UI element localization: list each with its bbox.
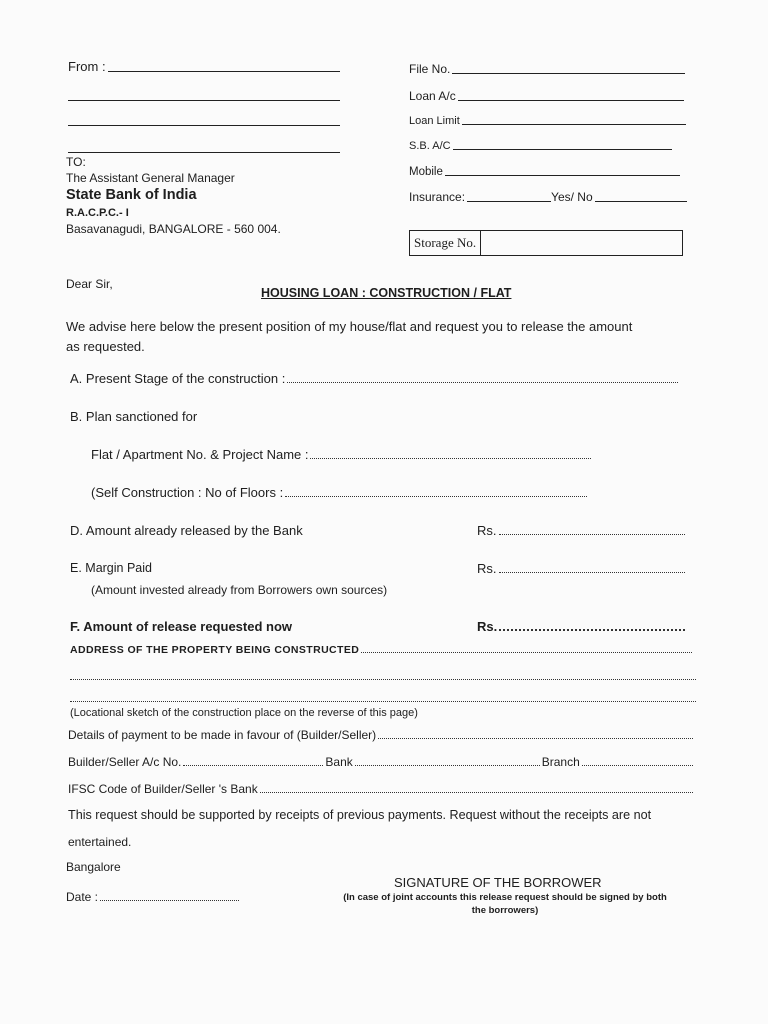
bank-name: State Bank of India — [66, 187, 197, 203]
item-e-label: E. Margin Paid — [70, 561, 152, 575]
date-label: Date : — [66, 890, 99, 904]
item-b-flat-label: Flat / Apartment No. & Project Name : — [91, 447, 309, 462]
storage-no-box[interactable] — [409, 230, 683, 256]
property-address-field[interactable] — [70, 644, 694, 656]
signature-note-line-1: (In case of joint accounts this release request should be signed by both — [343, 892, 667, 903]
property-address-label: ADDRESS OF THE PROPERTY BEING CONSTRUCTED — [70, 644, 360, 656]
property-address-line-2[interactable] — [70, 679, 696, 680]
builder-bank-details[interactable] — [68, 755, 695, 769]
item-e-rs: Rs. — [477, 561, 497, 576]
receipt-note-line-2: entertained. — [68, 835, 132, 849]
signature-title: SIGNATURE OF THE BORROWER — [394, 875, 602, 890]
payment-details-label: Details of payment to be made in favour of (Builder/Seller) — [68, 728, 377, 742]
file-no-field[interactable] — [409, 62, 685, 76]
property-address-line-3[interactable] — [70, 701, 696, 702]
builder-ac-label: Builder/Seller A/c No. — [68, 755, 182, 769]
bank-label: Bank — [325, 755, 353, 769]
form-title: HOUSING LOAN : CONSTRUCTION / FLAT — [261, 286, 512, 300]
signature-note-line-2: the borrowers) — [471, 905, 539, 916]
branch-address: Basavanagudi, BANGALORE - 560 004. — [66, 222, 281, 236]
item-e-note: (Amount invested already from Borrowers own sources) — [91, 583, 388, 597]
mobile-field[interactable] — [409, 166, 680, 178]
loan-ac-field[interactable] — [409, 89, 684, 103]
storage-no-label: Storage No. — [410, 231, 481, 255]
file-no-label: File No. — [409, 62, 451, 76]
sb-ac-field[interactable] — [409, 140, 672, 152]
ifsc-label: IFSC Code of Builder/Seller 's Bank — [68, 782, 258, 796]
item-b-self-construction[interactable] — [91, 485, 589, 500]
item-d-label: D. Amount already released by the Bank — [70, 523, 303, 538]
from-line-2[interactable] — [68, 100, 340, 101]
item-a-present-stage[interactable] — [70, 371, 680, 386]
from-line-4[interactable] — [68, 152, 340, 153]
item-d-rs: Rs. — [477, 523, 497, 538]
yes-no-label: Yes/ No — [551, 190, 593, 204]
item-f-amount[interactable] — [477, 619, 687, 634]
item-e-amount[interactable] — [477, 561, 687, 576]
date-field[interactable] — [66, 890, 241, 904]
from-label: From : — [68, 59, 106, 74]
item-b-self-label: (Self Construction : No of Floors : — [91, 485, 284, 500]
receipt-note-line-1: This request should be supported by receipts of previous payments. Request without the receipts are not — [68, 808, 652, 822]
ifsc-field[interactable] — [68, 782, 695, 796]
loan-limit-field[interactable] — [409, 115, 686, 127]
insurance-label: Insurance: — [409, 190, 466, 204]
loan-ac-label: Loan A/c — [409, 89, 456, 103]
from-field[interactable] — [68, 59, 340, 74]
addressee: The Assistant General Manager — [66, 171, 235, 185]
salutation: Dear Sir, — [66, 277, 113, 291]
branch-code: R.A.C.P.C.- I — [66, 207, 129, 219]
item-a-label: A. Present Stage of the construction : — [70, 371, 286, 386]
sketch-note: (Locational sketch of the construction place on the reverse of this page) — [70, 707, 418, 719]
item-b-label: B. Plan sanctioned for — [70, 409, 198, 424]
sb-ac-label: S.B. A/C — [409, 140, 451, 152]
intro-line-1: We advise here below the present position of my house/flat and request you to release the amount — [66, 319, 633, 334]
mobile-label: Mobile — [409, 166, 443, 178]
storage-no-input[interactable] — [481, 231, 682, 255]
to-label: TO: — [66, 155, 86, 169]
insurance-field[interactable] — [409, 190, 687, 204]
item-f-rs: Rs. — [477, 619, 498, 634]
item-f-label: F. Amount of release requested now — [70, 619, 293, 634]
payment-details-field[interactable] — [68, 728, 695, 742]
branch-label: Branch — [541, 755, 580, 769]
intro-line-2: as requested. — [66, 339, 145, 354]
place: Bangalore — [66, 860, 121, 874]
from-line-3[interactable] — [68, 125, 340, 126]
item-b-flat-project[interactable] — [91, 447, 593, 462]
loan-limit-label: Loan Limit — [409, 115, 460, 127]
item-d-amount[interactable] — [477, 523, 687, 538]
